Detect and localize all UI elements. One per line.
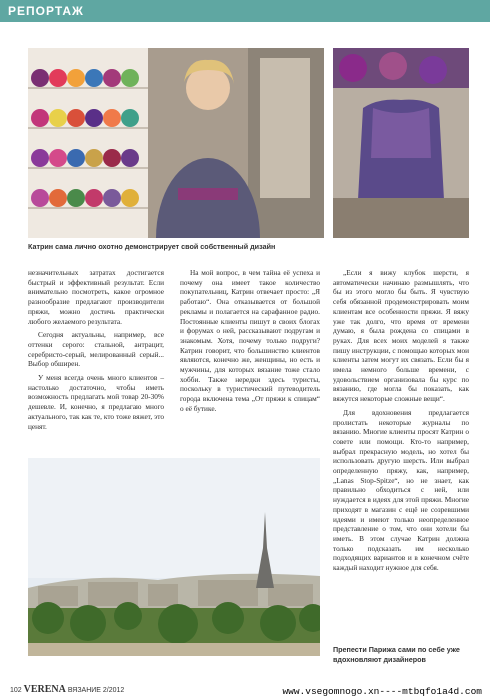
- issue-label: ВЯЗАНИЕ 2/2012: [67, 687, 125, 694]
- paragraph: „Если я вижу клубок шерсти, я автоматически начинаю размышлять, что бы из этого могло бы быть. Я чувствую себя обязанной продемонстрировать моим клиентам все особенности пряжи. Я вяжу уже так долго, что время от времени думаю, я была рождена со спицами в руках. Для всех моих моделей я также пишу инструкции, с помощью которых мои клиенты затем могут их связать. Если бы я имела немного больше времени, с удовольствием организовала бы курс по вязанию, где могла бы показать, как вяжутся некоторые сложные вещи“.: [333, 268, 469, 404]
- paris-panorama-photo: [28, 458, 320, 656]
- paragraph: У меня всегда очень много клиентов – настолько достаточно, чтобы иметь возможность предлагать мой товар 20-30% дешевле. И, конечно, я предлагаю много актуального, так как те, кто тоже вяжет, это ценят.: [28, 373, 164, 431]
- shop-owner-photo: [28, 48, 324, 238]
- paragraph: незначительных затратах достигается быстрый и эффективный результат. Если внимательно посмотреть, какое огромное разнообразие предлагают производители пряжи, можно достичь практически любого желаемого результата.: [28, 268, 164, 326]
- photo-caption: Катрин сама лично охотно демонстрирует свой собственный дизайн: [28, 242, 276, 251]
- photo-caption-paris: Препести Парижа сами по себе уже вдохновляют дизайнеров: [333, 645, 460, 664]
- text-column-1: [28, 268, 164, 435]
- text-column-3: [333, 268, 469, 577]
- magazine-brand: VERENA: [23, 684, 66, 695]
- watermark-url: www.vsegomnogo.xn----mtbqfo1a4d.com: [282, 686, 482, 697]
- section-header-band: [0, 0, 490, 22]
- paragraph: Для вдохновения предлагается пролистать некоторые журналы по вязанию. Многие клиенты просят Катрин о совете или помощи. Кто-то например, выбрал прекрасную модель, но хотел бы использовать другую шерсть. Или выбрал определенную пряжу, как, например, „Lanas Stop-Spitze“, но не знает, как правильно обходиться с ней, или нуждается в идеях для этой пряжи. Многие приходят в магазин с ещё не созревшими идеями и имеют только неопределенное представление о том, что они хотели бы иметь. В этом случае Катрин должна только подсказать им несколько подходящих вариантов и в конечном счёте каждый находит нужное для себя.: [333, 407, 469, 573]
- section-title: РЕПОРТАЖ: [8, 4, 84, 18]
- page-footer: [10, 684, 124, 695]
- knitwear-display-photo: [333, 48, 469, 238]
- paragraph: На мой вопрос, в чем тайна её успеха и почему она имеет такое количество покупательниц, Катрин отвечает просто: „Я работаю“. Она отказывается от большой рекламы и полагается на сарафанное радио. Постоянные клиенты пишут в своих блогах и форумах о ней, рассказывают подругам и знакомым. Хотя, почему только подруги? Катрин говорит, что большинство клиентов являются, конечно же, женщины, но есть и мужчины, для которых вязание тоже стало хобби. Также нередки здесь туристы, поскольку в туристический путеводитель города включена тема „От пряжи к спицам“ о её бутике.: [180, 268, 320, 413]
- text-column-2: [180, 268, 320, 418]
- paragraph: Сегодня актуальны, например, все оттенки серого: стальной, антрацит, серебристо-серый, мелированный серый... Выбор обширен.: [28, 330, 164, 369]
- page-number: 102: [10, 687, 22, 694]
